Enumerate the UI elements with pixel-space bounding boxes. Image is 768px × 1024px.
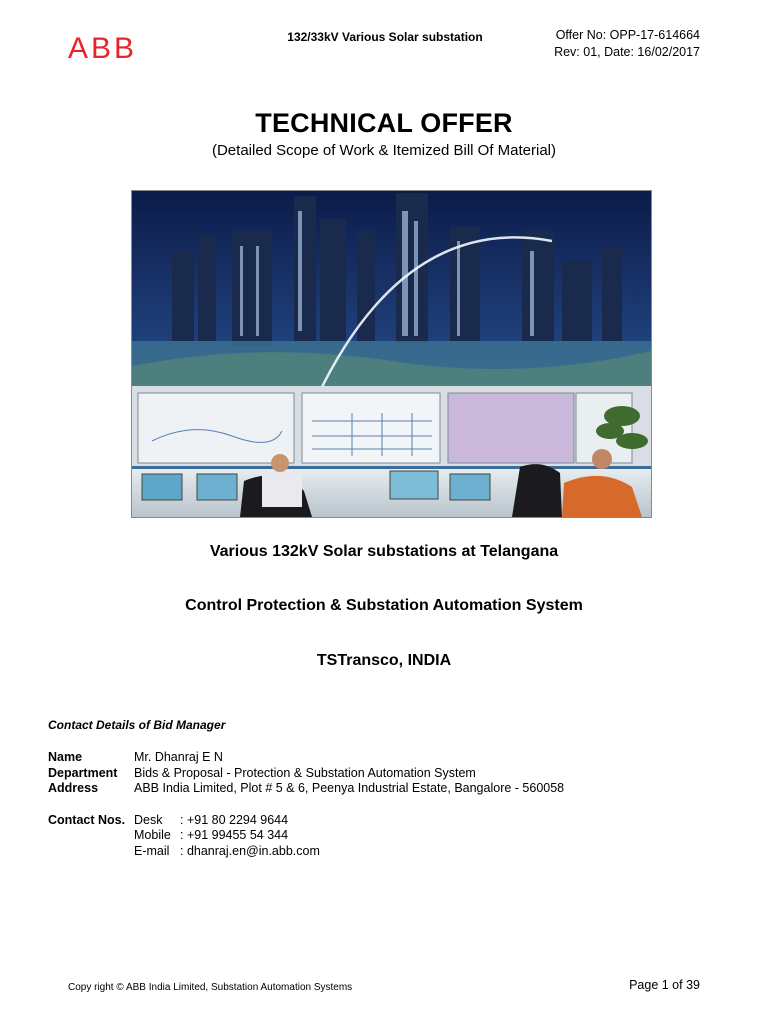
contact-heading: Contact Details of Bid Manager [48,718,226,732]
mobile-number: : +91 99455 54 344 [180,828,289,842]
contact-numbers-label: Contact Nos. [48,813,126,827]
system-line: Control Protection & Substation Automation System [185,597,583,614]
email-label: E-mail [134,844,170,858]
desk-label: Desk [134,813,163,827]
client-line: TSTransco, INDIA [316,652,452,669]
project-line: Various 132kV Solar substations at Telangana [209,543,559,560]
address-label: Address [48,781,99,795]
mobile-label: Mobile [134,828,171,842]
revision-date: Rev: 01, Date: 16/02/2017 [554,45,700,59]
department-label: Department [48,766,118,780]
copyright-footer: Copy right © ABB India Limited, Substation Automation Systems [68,982,353,993]
name-label: Name [48,750,83,764]
email-address[interactable]: : dhanraj.en@in.abb.com [180,844,320,858]
document-title: TECHNICAL OFFER [255,108,513,138]
address-value: ABB India Limited, Plot # 5 & 6, Peenya Industrial Estate, Bangalore - 560058 [134,781,565,795]
department-value: Bids & Proposal - Protection & Substation Automation System [134,766,476,780]
name-value: Mr. Dhanraj E N [134,750,223,764]
control-room-illustration [132,191,651,517]
abb-logo: ABB [68,32,138,65]
control-room-image [131,190,652,518]
document-subtitle: (Detailed Scope of Work & Itemized Bill Of Material) [211,142,556,159]
page-number: Page 1 of 39 [629,978,700,992]
desk-number: : +91 80 2294 9644 [180,813,289,827]
project-title-header: 132/33kV Various Solar substation [287,30,483,44]
offer-number: Offer No: OPP-17-614664 [555,28,700,42]
offer-info [520,27,700,61]
